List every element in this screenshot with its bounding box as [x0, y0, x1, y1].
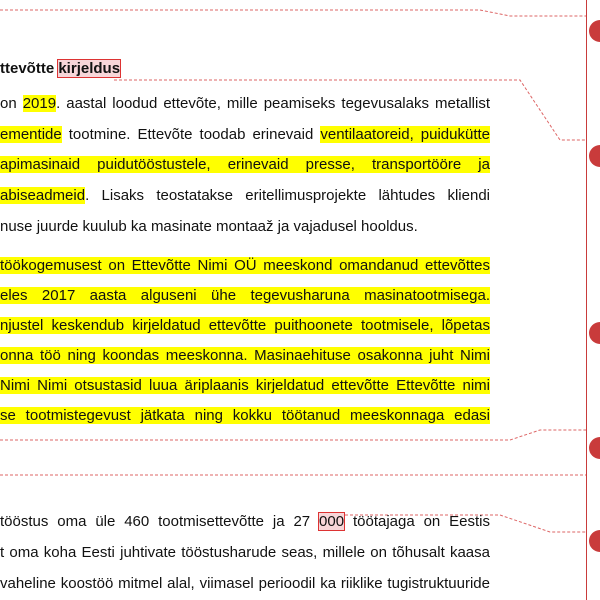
text-line [0, 285, 490, 307]
text-run: töötajaga on Eestis [344, 513, 490, 530]
text-line [0, 573, 490, 595]
text-run: vaheline koostöö mitmel alal, viimasel perioodil ka riiklike tugistruktuuride [0, 575, 490, 592]
text-run: tootmine. Ettevõte toodab erinevaid [61, 126, 321, 143]
comment-margin-line [586, 0, 587, 600]
text-run: t oma koha Eesti juhtivate tööstusharude seas, millele on tõhusalt kaasa [0, 544, 490, 561]
heading-prefix: ttevõtte [0, 60, 59, 77]
text-run: tööstus oma üle 460 tootmisettevõtte ja 27 [0, 513, 320, 530]
highlighted-text: Nimi Nimi otsustasid luua äriplaanis kirjeldatud ettevõtte Ettevõtte nimi [0, 377, 490, 394]
text-line [0, 93, 490, 115]
flagged-text: 000 [319, 513, 345, 530]
text-line [0, 345, 490, 367]
highlighted-text: 2019 [22, 95, 57, 112]
highlighted-text: ventilaatoreid, puidukütte [320, 126, 491, 143]
text-line [0, 542, 490, 564]
highlighted-text: se tootmistegevust jätkata ning kokku töötanud meeskonnaga edasi [0, 407, 490, 424]
text-line [0, 154, 490, 176]
text-run: on [0, 95, 23, 112]
section-heading [0, 58, 120, 80]
highlighted-text: töökogemusest on Ettevõtte Nimi OÜ meeskond omandanud ettevõttes [0, 257, 490, 274]
text-line [0, 511, 490, 533]
text-line [0, 185, 490, 207]
text-line [0, 255, 490, 277]
heading-flagged-word[interactable]: kirjeldus [58, 60, 121, 77]
text-line [0, 124, 490, 146]
text-line [0, 375, 490, 397]
highlighted-text: ementide [0, 126, 62, 143]
text-run: . aastal loodud ettevõte, mille peamiseks tegevusalaks metallist [56, 95, 490, 112]
highlighted-text: apimasinaid puidutööstustele, erinevaid presse, transportööre ja [0, 156, 490, 173]
highlighted-text: njustel keskendub kirjeldatud ettevõtte puithoonete tootmisele, lõpetas [0, 317, 490, 334]
highlighted-text: onna töö ning koondas meeskonna. Masinaehituse osakonna juht Nimi [0, 347, 490, 364]
highlighted-text: eles 2017 aasta alguseni ühe tegevusharuna masinatootmisega. [0, 287, 490, 304]
text-line [0, 315, 490, 337]
text-run: nuse juurde kuulub ka masinate montaaž ja vajadusel hooldus. [0, 218, 418, 235]
highlighted-text: abiseadmeid [0, 187, 86, 204]
text-line [0, 405, 490, 427]
text-line [0, 216, 418, 238]
text-run: . Lisaks teostatakse eritellimusprojekte lähtudes kliendi [85, 187, 490, 204]
